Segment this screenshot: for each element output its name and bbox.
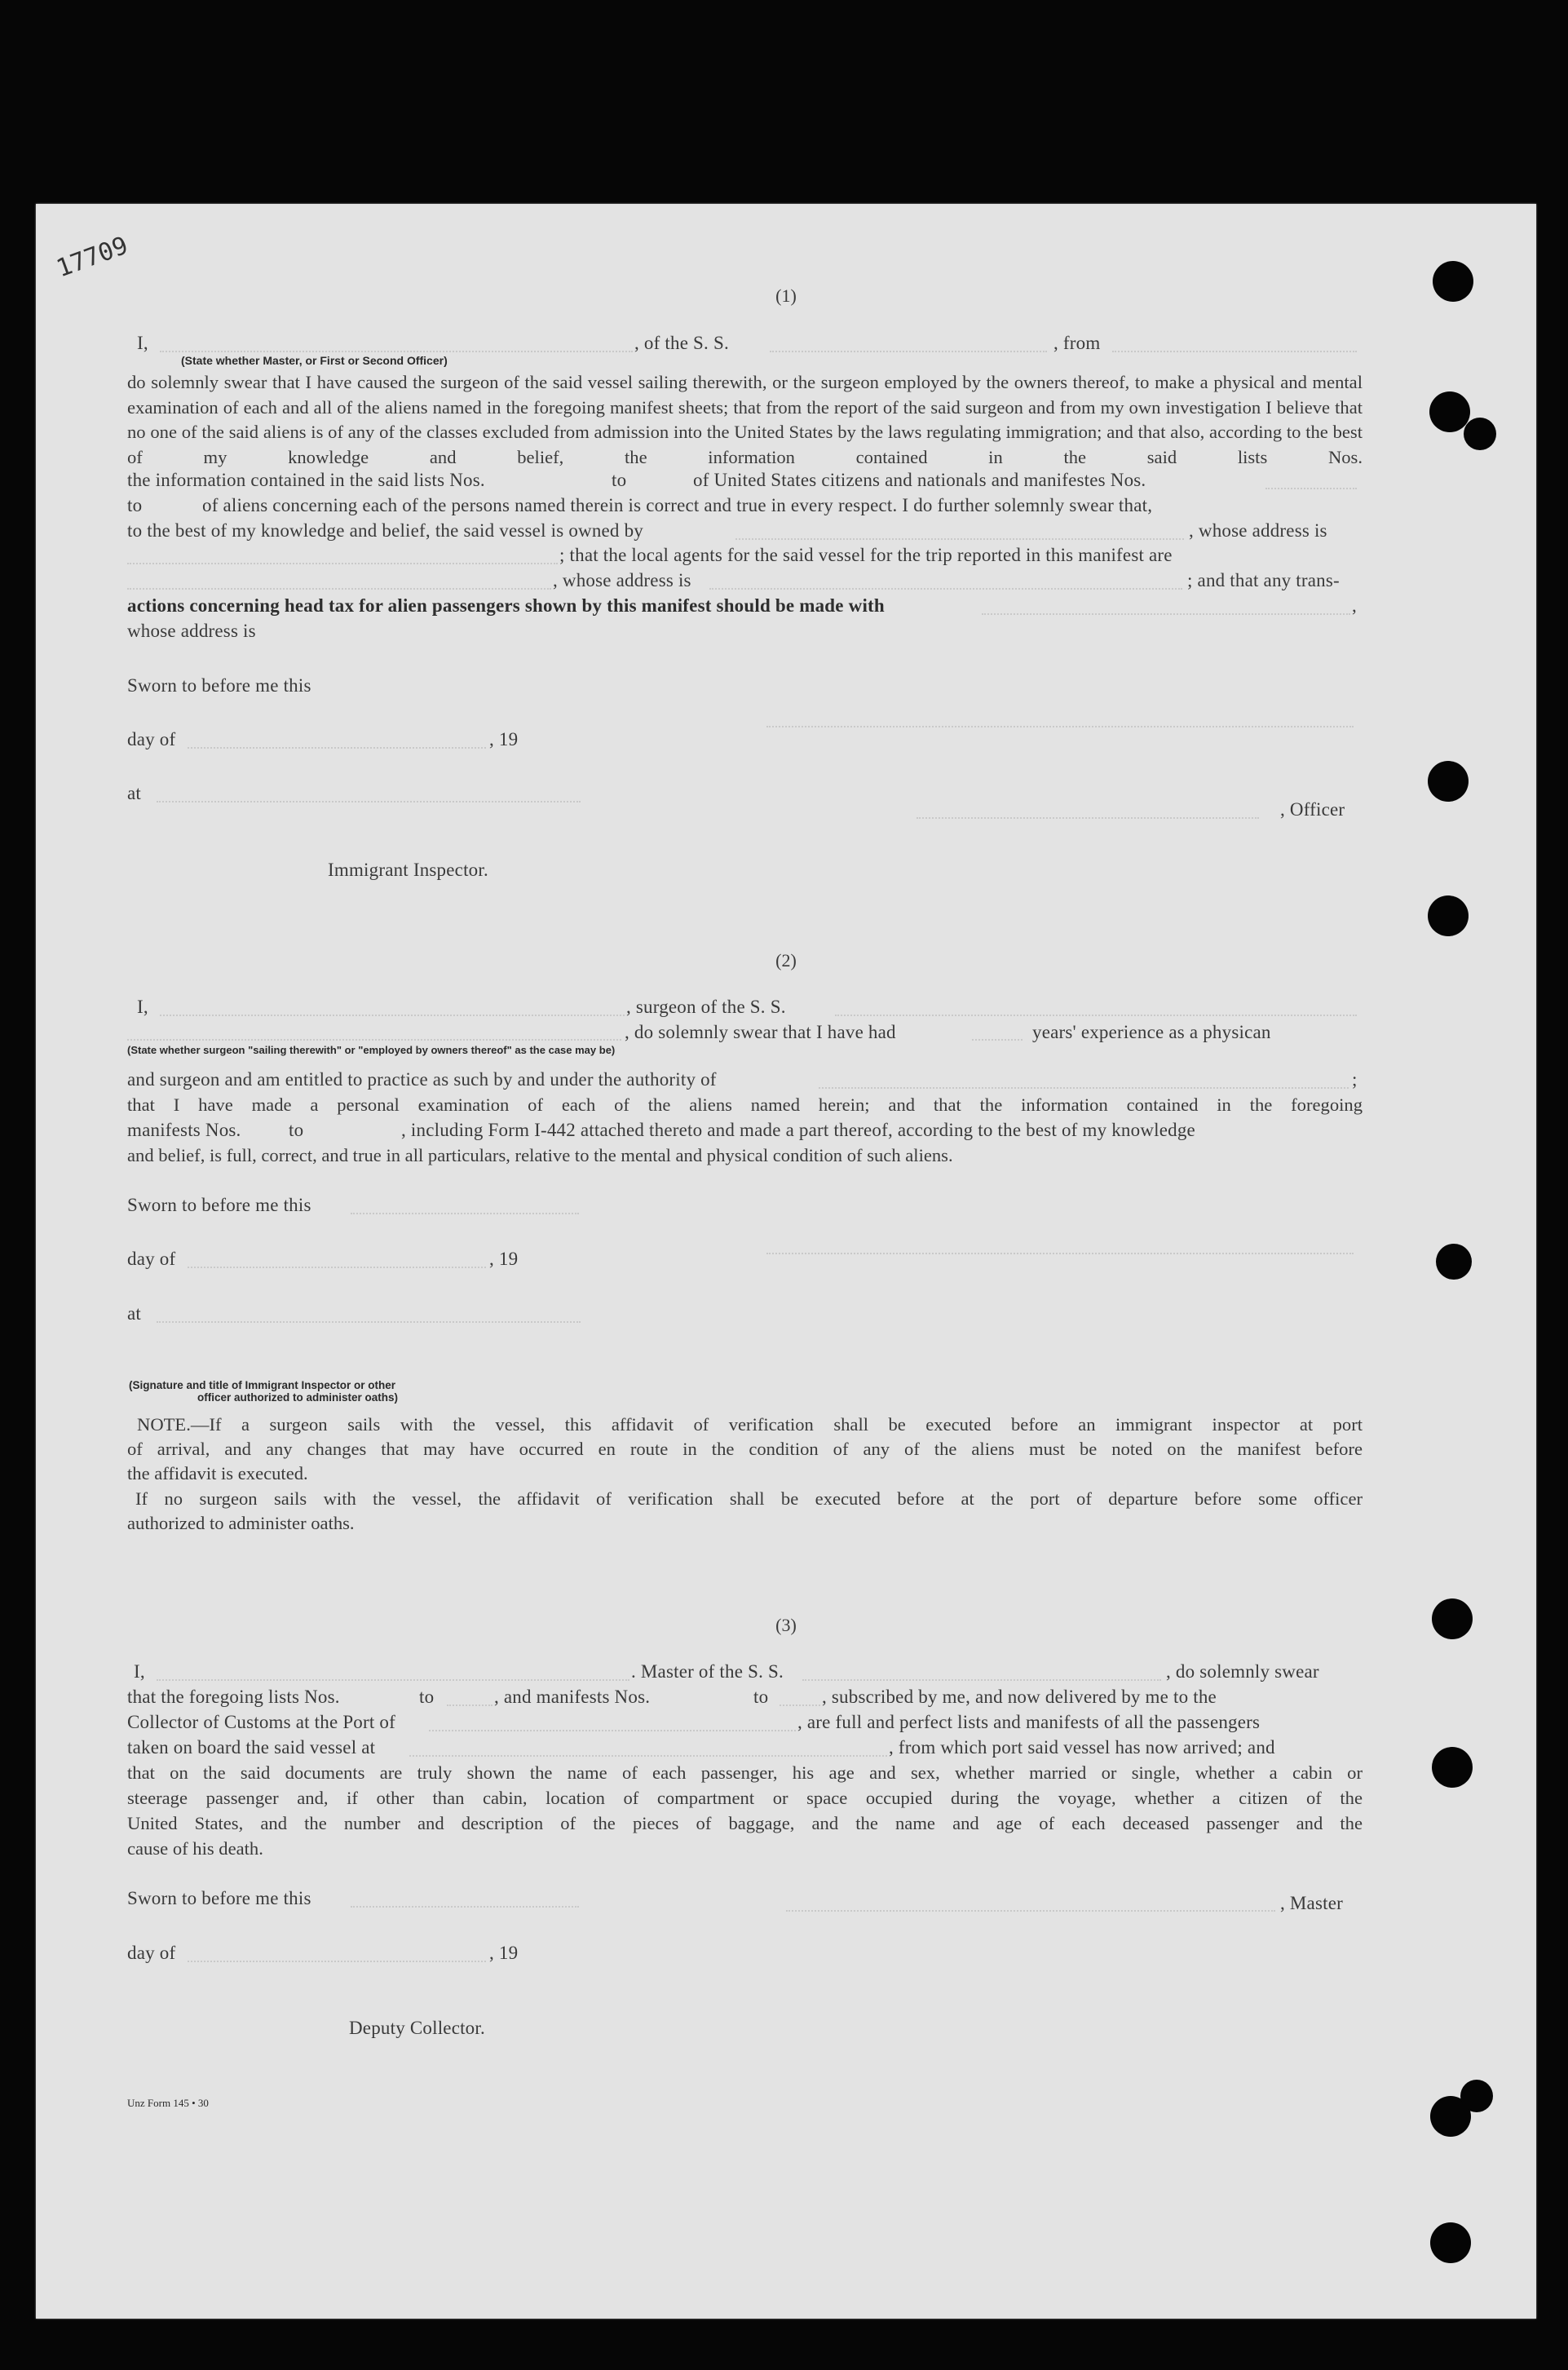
blank-line [157, 1679, 629, 1681]
blank-line [127, 563, 558, 564]
s2-day-of: day of [127, 1249, 176, 1269]
s2-note-line-2: of arrival, and any changes that may have occurred en route in the condition of any of the aliens must be noted on the manifest before [127, 1439, 1363, 1459]
s1-line-lists-c: of United States citizens and nationals and manifestes Nos. [693, 470, 1146, 490]
s3-swear: , do solemnly swear [1166, 1661, 1319, 1682]
s2-manifests-to: to [289, 1120, 304, 1140]
blank-line [819, 1087, 1349, 1089]
punch-hole [1460, 2080, 1493, 2112]
s3-i: I, [134, 1661, 145, 1682]
s3-subscribed: , subscribed by me, and now delivered by me to the [822, 1687, 1217, 1707]
blank-line [157, 801, 581, 803]
s1-officer: , Officer [1280, 799, 1345, 820]
s1-line-agents: ; that the local agents for the said vessel for the trip reported in this manifest are [559, 545, 1173, 565]
blank-line [1265, 488, 1357, 489]
blank-line [351, 1213, 579, 1214]
s1-line-lists-to: to [612, 470, 627, 490]
blank-line [802, 1679, 1161, 1681]
blank-line [766, 1253, 1354, 1254]
s3-day-of: day of [127, 1943, 176, 1963]
s3-master: , Master [1280, 1893, 1343, 1913]
s2-line-authority: and surgeon and am entitled to practice as such by and under the authority of [127, 1069, 717, 1090]
s2-line-belief: and belief, is full, correct, and true in all particulars, relative to the mental and physical condition of such aliens. [127, 1145, 953, 1165]
blank-line [160, 351, 633, 352]
corner-note: 17709 [52, 231, 132, 284]
s2-line-authority-end: ; [1352, 1069, 1358, 1090]
blank-line [188, 747, 486, 749]
s2-manifests: manifests Nos. [127, 1120, 241, 1140]
s3-line-b: steerage passenger and, if other than cabin, location of compartment or space occupied during the voyage, whether a citizen of the [127, 1788, 1363, 1808]
blank-line [982, 613, 1350, 615]
s2-note-line-1: NOTE.—If a surgeon sails with the vessel, this affidavit of verification shall be executed before an immigrant inspector at port [137, 1414, 1363, 1435]
punch-hole [1429, 391, 1470, 432]
form-page [36, 204, 1536, 2319]
s1-day-of: day of [127, 729, 176, 749]
blank-line [709, 588, 1182, 590]
s2-do-solemnly: , do solemnly swear that I have had [625, 1022, 896, 1042]
s2-sig-note-1: (Signature and title of Immigrant Inspector or other [129, 1379, 396, 1391]
s1-year: , 19 [489, 729, 519, 749]
blank-line [188, 1961, 486, 1962]
s1-line-headtax-b: , [1352, 595, 1357, 616]
s3-sworn: Sworn to before me this [127, 1888, 311, 1908]
blank-line [160, 1015, 625, 1016]
blank-line [780, 1705, 820, 1706]
s3-line-a: that on the said documents are truly shown the name of each passenger, his age and sex, whether married or single, whether a cabin or [127, 1762, 1363, 1783]
s1-line-lists: the information contained in the said lists Nos. [127, 470, 485, 490]
s3-year: , 19 [489, 1943, 519, 1963]
blank-line [735, 538, 1184, 540]
s2-sig-note-2: officer authorized to administer oaths) [197, 1391, 399, 1404]
s2-sworn: Sworn to before me this [127, 1195, 311, 1215]
form-number: Unz Form 145 • 30 [127, 2097, 209, 2109]
s3-full-lists: , are full and perfect lists and manifests of all the passengers [797, 1712, 1261, 1732]
s3-lists: that the foregoing lists Nos. [127, 1687, 340, 1707]
blank-line [835, 1015, 1357, 1016]
blank-line [972, 1039, 1023, 1041]
s2-surgeon-note: (State whether surgeon "sailing therewith" or "employed by owners thereof" as the case may be) [127, 1044, 616, 1056]
s2-years: years' experience as a physican [1032, 1022, 1271, 1042]
s1-from: , from [1053, 333, 1101, 353]
signature-line [917, 817, 1259, 819]
s1-officer-note: (State whether Master, or First or Second Officer) [181, 354, 448, 367]
blank-line [127, 588, 551, 590]
s1-line-owned-b: , whose address is [1189, 520, 1327, 541]
section-2-number: (2) [775, 950, 797, 971]
s3-collector: Collector of Customs at the Port of [127, 1712, 395, 1732]
s2-note2-line-1: If no surgeon sails with the vessel, the affidavit of verification shall be executed before at the port of departure before some officer [135, 1488, 1363, 1509]
punch-hole [1432, 1747, 1473, 1788]
signature-line [786, 1910, 1275, 1912]
s3-manifests: , and manifests Nos. [494, 1687, 651, 1707]
s2-at: at [127, 1303, 141, 1324]
blank-line [157, 1321, 581, 1323]
s3-taken: taken on board the said vessel at [127, 1737, 376, 1758]
s3-line-c: United States, and the number and description of the pieces of baggage, and the name and age of each deceased passenger and the [127, 1813, 1363, 1833]
blank-line [409, 1755, 887, 1757]
section-3-number: (3) [775, 1615, 797, 1635]
s2-line-exam: that I have made a personal examination of each of the aliens named herein; and that the information contained in the foregoing [127, 1094, 1363, 1115]
s2-note-line-3: the affidavit is executed. [127, 1463, 308, 1483]
s1-line-addr: , whose address is [553, 570, 691, 590]
s2-year: , 19 [489, 1249, 519, 1269]
punch-hole [1430, 2222, 1471, 2263]
s3-from-port: , from which port said vessel has now arrived; and [889, 1737, 1275, 1758]
section-1-number: (1) [775, 285, 797, 306]
s1-line-trans: ; and that any trans- [1187, 570, 1340, 590]
blank-line [1112, 351, 1357, 352]
blank-line [127, 1039, 621, 1041]
s1-sworn: Sworn to before me this [127, 675, 311, 696]
punch-hole [1428, 895, 1469, 936]
s1-line-headtax: actions concerning head tax for alien passengers shown by this manifest should be made with [127, 595, 885, 616]
s1-at: at [127, 783, 141, 803]
s2-manifests-c: , including Form I-442 attached thereto and made a part thereof, according to the best of my knowledge [401, 1120, 1195, 1140]
blank-line [447, 1705, 492, 1706]
s2-note2-line-2: authorized to administer oaths. [127, 1513, 355, 1533]
blank-line [188, 1267, 486, 1268]
blank-line [766, 726, 1354, 727]
s1-of-ss: , of the S. S. [634, 333, 729, 353]
s1-inspector: Immigrant Inspector. [328, 860, 488, 880]
s1-line-to: to [127, 495, 143, 515]
blank-line [351, 1906, 579, 1908]
punch-hole [1428, 761, 1469, 802]
punch-hole [1436, 1244, 1472, 1280]
blank-line [429, 1730, 796, 1731]
s3-lists-to: to [419, 1687, 435, 1707]
s3-deputy: Deputy Collector. [349, 2018, 485, 2038]
s1-line-owned: to the best of my knowledge and belief, the said vessel is owned by [127, 520, 643, 541]
s1-line-whose: whose address is [127, 621, 256, 641]
s2-i: I, [137, 997, 148, 1017]
s1-paragraph: do solemnly swear that I have caused the surgeon of the said vessel sailing therewith, or the surgeon employed by the owners thereof, to make a physical and mental examination of each and all of the aliens named in the foregoing manifest sheets; that from the report of the said surgeon and from my own investigation I believe that no one of the said aliens is of any of the classes excluded from admission into the United States by the laws regulating immigration; and that also, according to the best of my knowledge and belief, the information contained in the said lists Nos. [127, 372, 1363, 467]
s1-i: I, [137, 333, 148, 353]
s3-master-of: . Master of the S. S. [631, 1661, 784, 1682]
punch-hole [1464, 418, 1496, 450]
s2-surgeon-of: , surgeon of the S. S. [626, 997, 786, 1017]
blank-line [770, 351, 1047, 352]
s3-manifests-to: to [753, 1687, 769, 1707]
s1-line-aliens: of aliens concerning each of the persons named therein is correct and true in every respect. I do further solemnly swear that, [202, 495, 1153, 515]
s3-line-d: cause of his death. [127, 1838, 263, 1859]
